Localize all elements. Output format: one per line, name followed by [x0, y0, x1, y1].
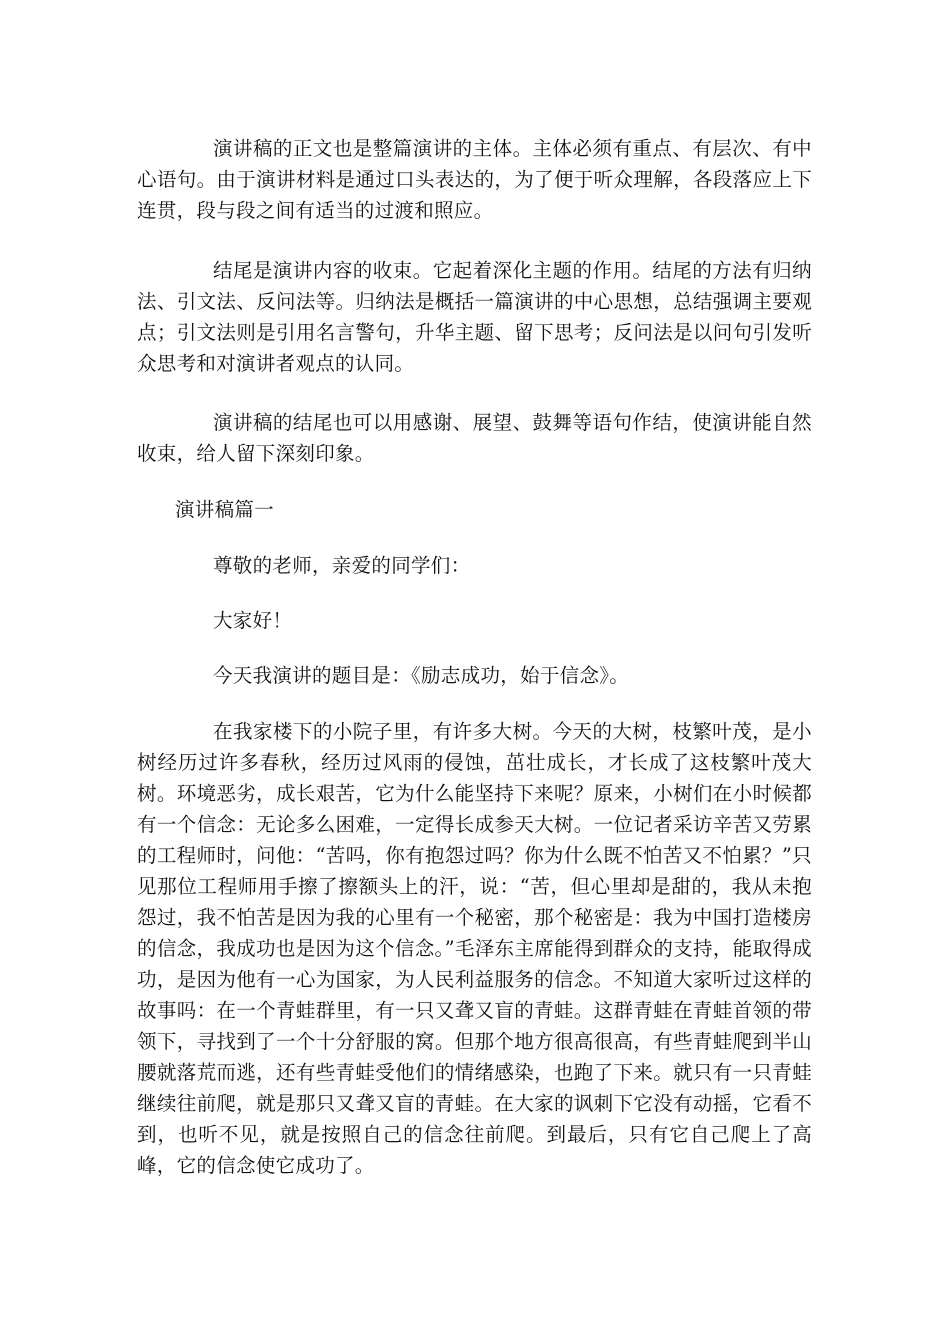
salutation: 尊敬的老师，亲爱的同学们：: [213, 554, 471, 577]
speech-topic: 今天我演讲的题目是：《励志成功，始于信念》。: [213, 664, 630, 687]
section-title: 演讲稿篇一: [175, 498, 275, 521]
paragraph-story: 在我家楼下的小院子里，有许多大树。今天的大树，枝繁叶茂，是小树经历过许多春秋，经历过风雨的侵蚀，茁壮成长，才长成了这枝繁叶茂大树。环境恶劣，成长艰苦，它为什么能坚持下来呢？原来，小树们在小时候都有一个信念：无论多么困难，一定得长成参天大树。一位记者采访辛苦又劳累的工程师时，问他：“苦吗，你有抱怨过吗？你为什么既不怕苦又不怕累？”只见那位工程师用手擦了擦额头上的汗，说：“苦，但心里却是甜的，我从未抱怨过，我不怕苦是因为我的心里有一个秘密，那个秘密是：我为中国打造楼房的信念，我成功也是因为这个信念。”毛泽东主席能得到群众的支持，能取得成功，是因为他有一心为国家，为人民利益服务的信念。不知道大家听过这样的故事吗：在一个青蛙群里，有一只又聋又盲的青蛙。这群青蛙在青蛙首领的带领下，寻找到了一个十分舒服的窝。但那个地方很高很高，有些青蛙爬到半山腰就落荒而逃，还有些青蛙受他们的情绪感染，也跑了下来。就只有一只青蛙继续往前爬，就是那只又聋又盲的青蛙。在大家的讽刺下它没有动摇，它看不到，也听不见，就是按照自己的信念往前爬。到最后，只有它自己爬上了高峰，它的信念使它成功了。: [137, 720, 812, 1177]
paragraph-body-intro: 演讲稿的正文也是整篇演讲的主体。主体必须有重点、有层次、有中心语句。由于演讲材料是通过口头表达的，为了便于听众理解，各段落应上下连贯，段与段之间有适当的过渡和照应。: [137, 137, 812, 222]
paragraph-ending-methods: 结尾是演讲内容的收束。它起着深化主题的作用。结尾的方法有归纳法、引文法、反问法等。归纳法是概括一篇演讲的中心思想，总结强调主要观点；引文法则是引用名言警句，升华主题、留下思考；反问法是以问句引发听众思考和对演讲者观点的认同。: [137, 259, 812, 375]
paragraph-ending-summary: 演讲稿的结尾也可以用感谢、展望、鼓舞等语句作结，使演讲能自然收束，给人留下深刻印象。: [137, 411, 812, 465]
greeting: 大家好！: [213, 609, 293, 632]
